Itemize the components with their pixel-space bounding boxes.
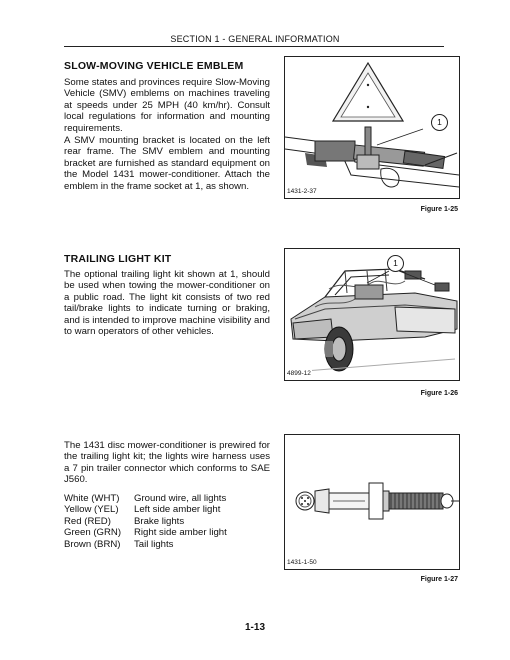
header-rule [64,46,444,47]
figure-trailer-connector [284,434,460,570]
wire-row [64,527,274,538]
wire-color: Red (RED) [64,515,111,527]
figure-caption-1-25: Figure 1-25 [420,206,458,213]
smv-callout-1: 1 [431,114,448,131]
smv-heading: SLOW-MOVING VEHICLE EMBLEM [64,60,244,72]
figure-caption-1-26: Figure 1-26 [420,390,458,397]
figure-smv-emblem [284,56,460,199]
trailing-light-figure-code: 4899-12 [287,370,311,377]
smv-figure-code: 1431-2-37 [287,188,317,195]
trailing-light-illustration [285,249,459,380]
wire-color: White (WHT) [64,493,120,504]
wire-function: Ground wire, all lights [134,493,227,504]
wire-color-list [64,493,274,550]
wire-row [64,493,274,504]
wire-color: Green (GRN) [64,527,122,539]
wire-function: Left side amber light [134,504,221,516]
trailing-light-callout-1: 1 [387,255,404,272]
page-number: 1-13 [244,622,265,633]
wire-function: Right side amber light [134,527,227,539]
wire-row [64,539,274,550]
wire-row [64,516,274,527]
wire-color: Brown (BRN) [64,538,121,550]
section-header: SECTION 1 - GENERAL INFORMATION [170,34,340,44]
figure-trailing-light-kit [284,248,460,381]
connector-figure-code: 1431-1-50 [287,559,317,566]
smv-paragraph-2: A SMV mounting bracket is located on the left rear frame. The SMV emblem and mounting bracket are furnished as standard equipment on the Model 1431 mower-conditioner. Attach the emblem in the frame socket at 1, as shown. [64,135,270,192]
trailing-light-paragraph: The optional trailing light kit shown at 1, should be used when towing the mower-conditioner on a public road. The light kit consists of two red tail/brake lights to indicate turning or braking, and is intended to improve machine visibility and to warn operators of other vehicles. [64,269,270,338]
wire-row [64,504,274,515]
wire-function: Brake lights [134,515,185,527]
wire-color: Yellow (YEL) [64,504,119,516]
figure-caption-1-27: Figure 1-27 [420,576,458,583]
prewired-paragraph: The 1431 disc mower-conditioner is prewired for the trailing light kit; the lights wire harness uses a 7 pin trailer connector which conforms to SAE J560. [64,440,270,486]
trailing-light-heading: TRAILING LIGHT KIT [64,253,172,265]
smv-paragraph-1: Some states and provinces require Slow-Moving Vehicle (SMV) emblems on machines traveling at speeds under 25 MPH (40 km/hr). Consult local regulations for information and mounting requirements. [64,77,270,134]
wire-function: Tail lights [134,538,174,550]
trailer-connector-illustration [285,435,459,569]
